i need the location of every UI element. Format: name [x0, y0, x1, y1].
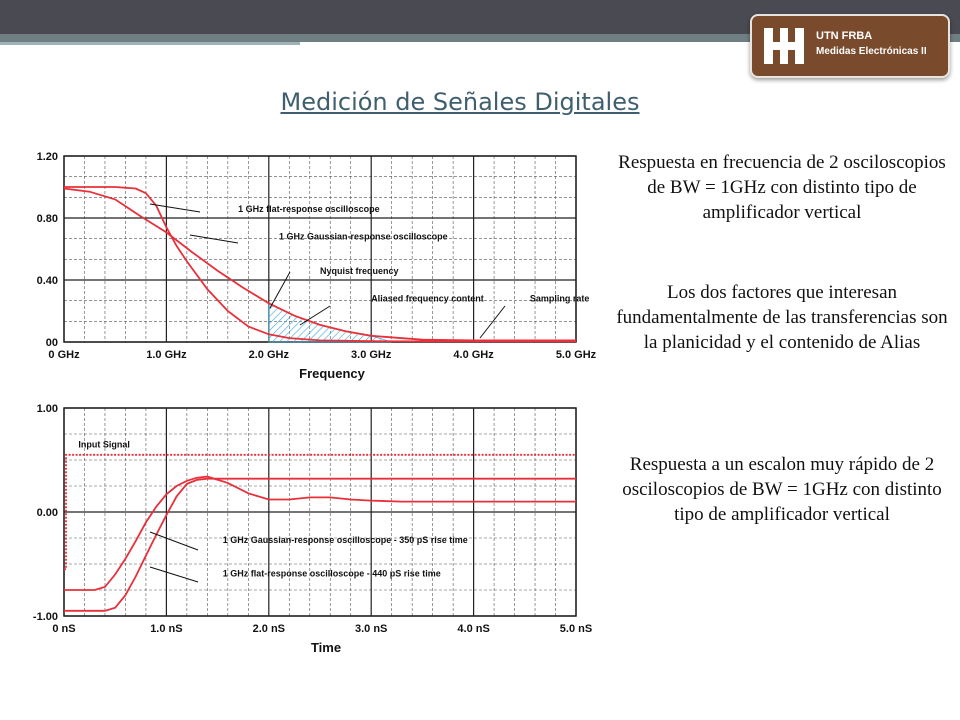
logo-title: UTN FRBA [816, 30, 873, 42]
step-response-description: Respuesta a un escalon muy rápido de 2 osciloscopios de BW = 1GHz con distinto tipo de amplificador vertical [622, 454, 942, 526]
annotation-label: 1 GHz Gaussian-response oscilloscope [279, 231, 448, 242]
y-tick-label: 0.40 [36, 275, 58, 287]
top-stripe-accent [0, 42, 300, 45]
annotation-leader-line [190, 235, 238, 243]
frequency-response-chart [0, 140, 612, 392]
x-tick-label: 0 nS [52, 623, 76, 635]
annotation-leader-line [150, 532, 198, 550]
annotation-label: Nyquist frequency [320, 265, 399, 276]
y-tick-label: 0.80 [36, 213, 58, 225]
step-response-chart [0, 392, 612, 682]
x-tick-label: 4.0 GHz [453, 349, 494, 361]
annotation-label: 1 GHz Gaussian-response oscilloscope - 350 pS rise time [222, 535, 468, 546]
x-tick-label: 1.0 GHz [146, 349, 187, 361]
y-tick-label: 0.00 [36, 507, 58, 519]
annotation-leader-line [480, 306, 505, 338]
annotation-label: 1 GHz flat-response oscilloscope [238, 203, 380, 214]
annotation-leader-line [270, 272, 290, 308]
x-tick-label: 5.0 nS [559, 623, 593, 635]
annotation-leader-line [150, 567, 198, 582]
y-tick-label: 00 [45, 337, 58, 349]
annotation-label: Aliased frequency content [371, 293, 484, 304]
x-axis-label: Frequency [299, 366, 365, 381]
x-tick-label: 5.0 GHz [555, 349, 597, 361]
utn-logo [750, 14, 950, 78]
y-tick-label: 1.00 [36, 403, 58, 415]
x-tick-label: 2.0 nS [252, 623, 286, 635]
y-tick-label: -1.00 [32, 611, 58, 623]
utn-emblem-icon [760, 24, 808, 68]
x-tick-label: 1.0 nS [150, 623, 183, 635]
x-tick-label: 0 GHz [48, 349, 80, 361]
page-title: Medición de Señales Digitales [280, 88, 640, 116]
x-axis-label: Time [310, 640, 342, 655]
x-tick-label: 3.0 nS [354, 623, 388, 635]
annotation-label: Sampling rate [529, 293, 590, 304]
annotation-label: 1 GHz flat-response oscilloscope - 440 pS rise time [222, 568, 441, 579]
x-tick-label: 2.0 GHz [248, 349, 289, 361]
annotation-label: Input Signal [78, 439, 130, 450]
y-tick-label: 1.20 [36, 151, 58, 163]
frequency-response-description: Respuesta en frecuencia de 2 osciloscopios de BW = 1GHz con distinto tipo de amplificador vertical [618, 152, 946, 224]
x-tick-label: 4.0 nS [457, 623, 490, 635]
factors-description: Los dos factores que interesan fundamentalmente de las transferencias son la planicidad y el contenido de Alias [616, 282, 948, 354]
x-tick-label: 3.0 GHz [351, 349, 392, 361]
logo-subtitle: Medidas Electrónicas II [816, 46, 927, 57]
